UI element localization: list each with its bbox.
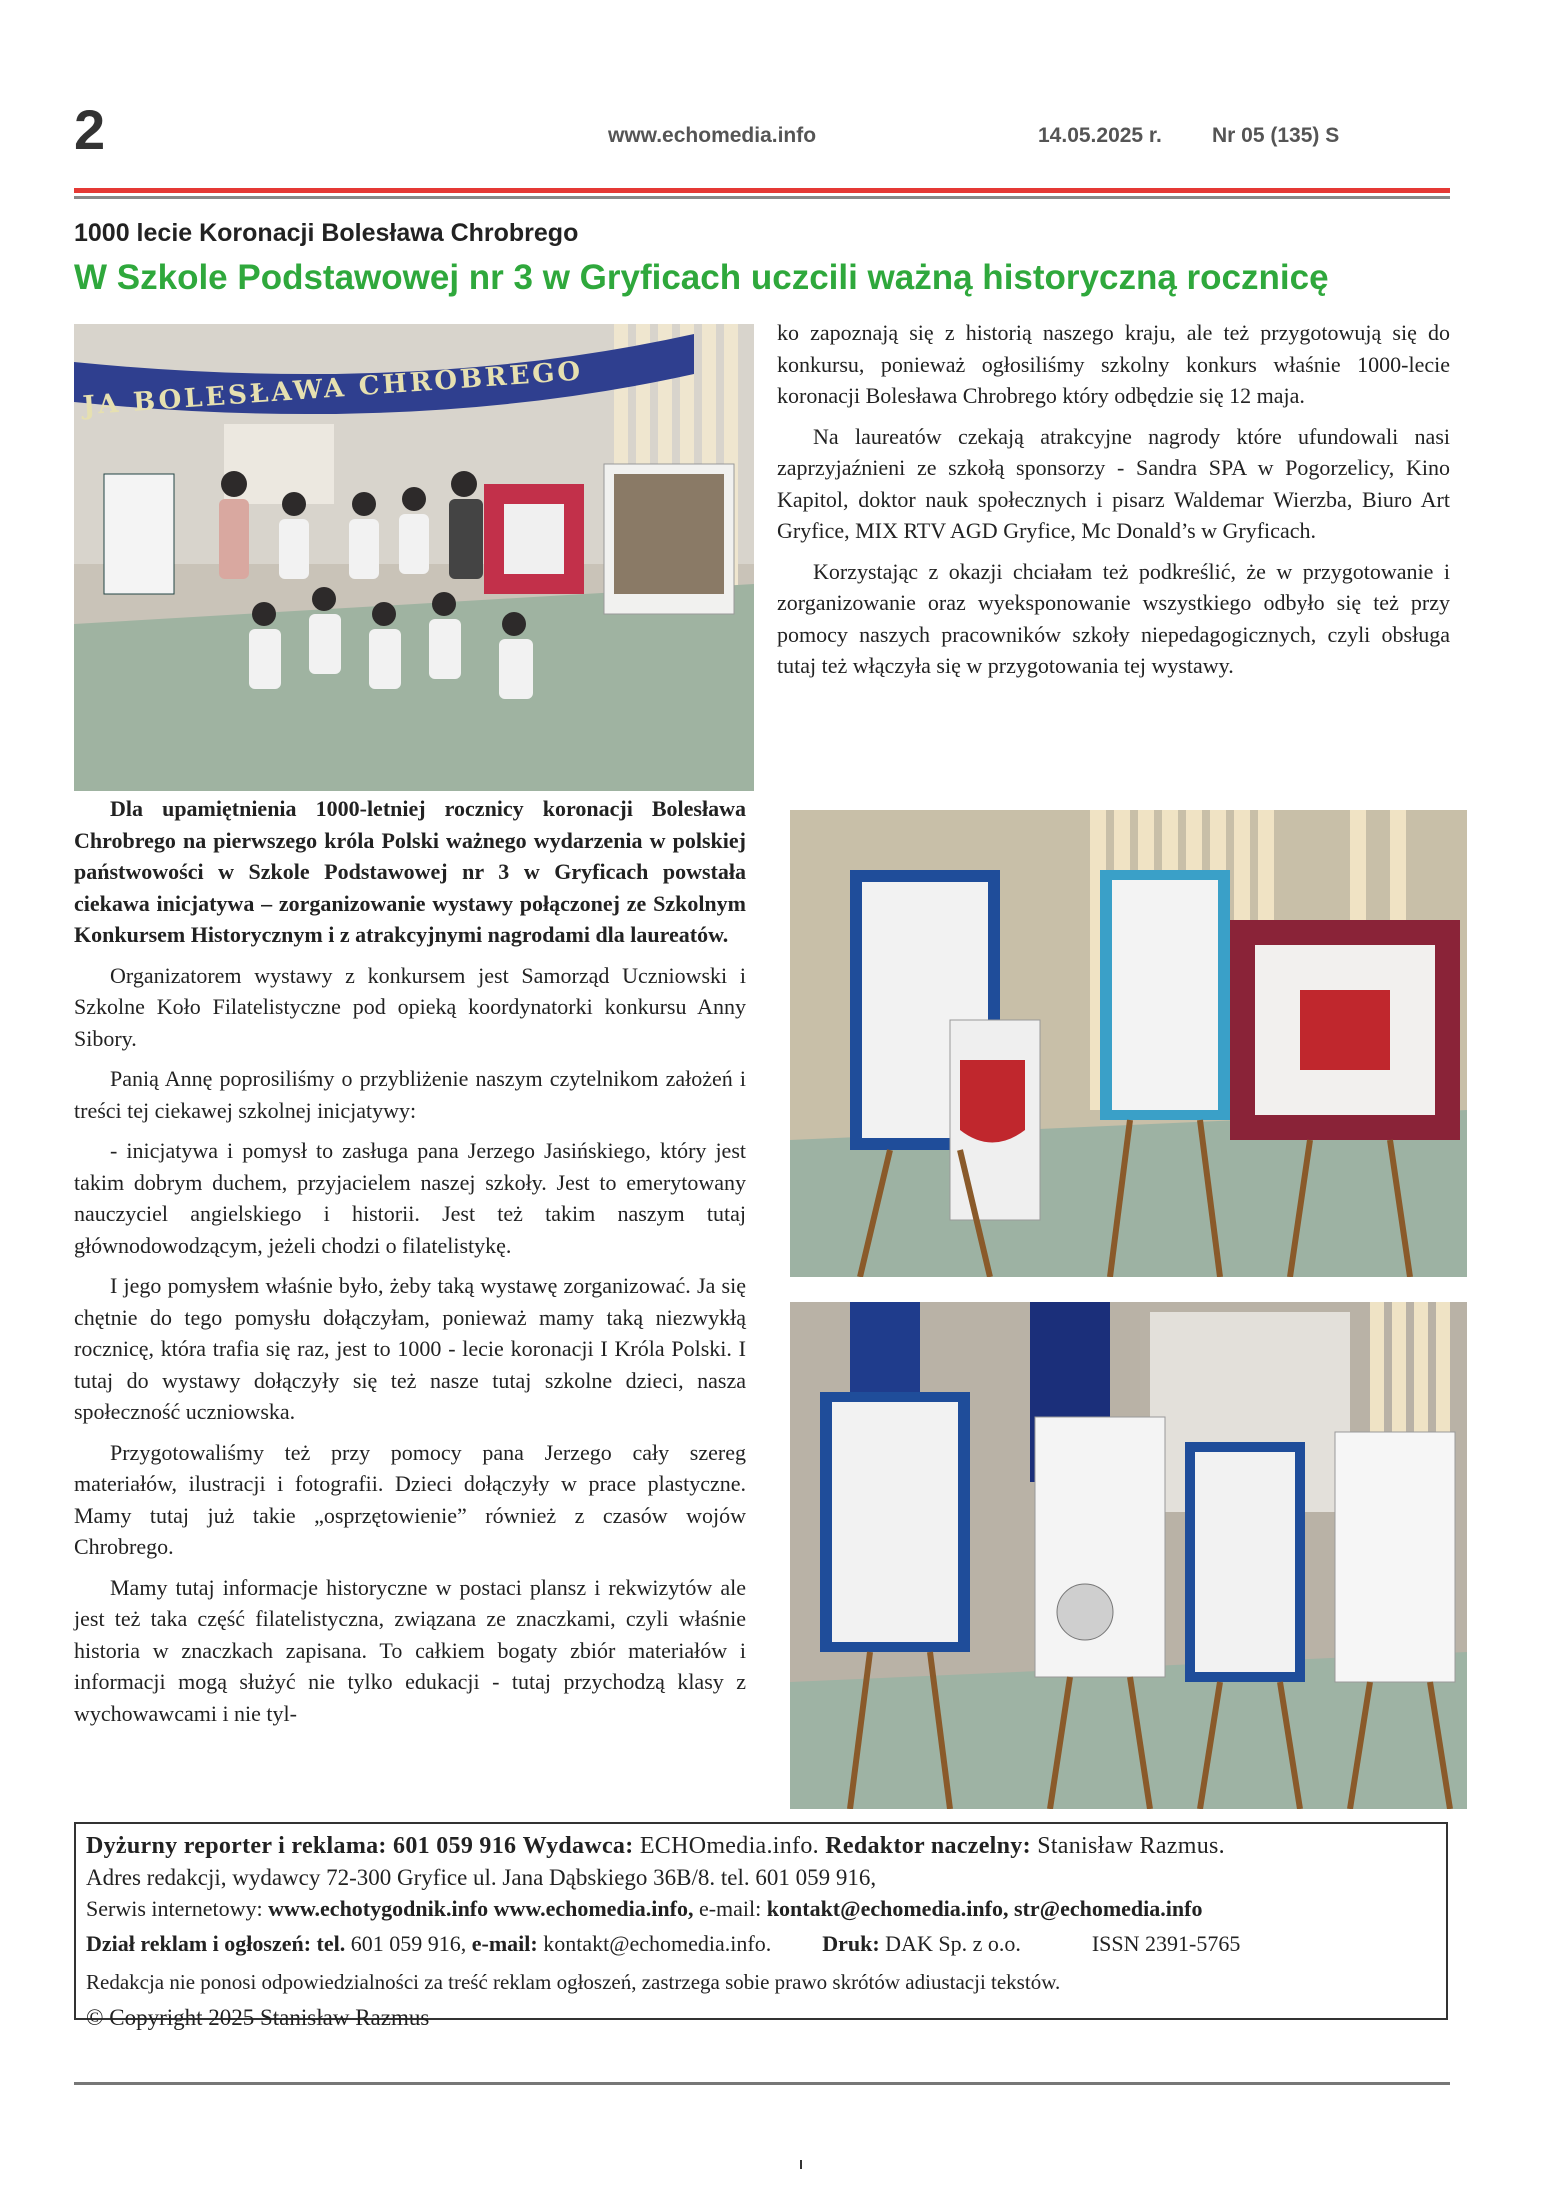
article-paragraph: Organizatorem wystawy z konkursem jest Samorząd Uczniowski i Szkolne Koło Filatelistyczne pod opieką koordynatorki konkursu Anny Sibory.: [74, 962, 746, 1051]
issn: ISSN 2391-5765: [1091, 1931, 1241, 1956]
article-paragraph: ko zapoznają się z historią naszego kraju, ale też przygotowują się do konkursu, ponieważ ogłosiliśmy szkolny konkurs właśnie 1000-lecie koronacji Bolesława Chrobrego który odbędzie się 12 maja.: [777, 320, 1450, 408]
web-links[interactable]: www.echotygodnik.info www.echomedia.info,: [268, 1896, 694, 1921]
header-url: www.echomedia.info: [608, 124, 817, 147]
article-paragraph: - inicjatywa i pomysł to zasługa pana Jerzego Jasińskiego, który jest takim dobrym duchem, przyjacielem naszej szkoły. Jest to emerytowany nauczyciel angielskiego i historii. Jest też takim naszym tutaj głównodowodzącym, jeżeli chodzi o filatelistykę.: [74, 1138, 746, 1258]
header-rule-red: [74, 188, 1450, 193]
article-kicker: 1000 lecie Koronacji Bolesława Chrobrego: [74, 219, 579, 247]
imprint-copyright: © Copyright 2025 Stanisław Razmus: [86, 2005, 430, 2030]
imprint-disclaimer: Redakcja nie ponosi odpowiedzialności za treść reklam ogłoszeń, zastrzega sobie prawo skrótów adiustacji tekstów.: [86, 1970, 1061, 1994]
imprint-box: [74, 1822, 1448, 2030]
header-rule-grey: [74, 196, 1450, 199]
page-number: 2: [74, 98, 106, 161]
article-left-column: [74, 793, 746, 1738]
article-paragraph: Korzystając z okazji chciałam też podkreślić, że w przygotowanie i zorganizowanie oraz wyeksponowanie wszystkiego odbyło się też przy pomocy naszych pracowników szkoły niepedagogicznych, czyli obsługa tutaj też włączyła się w przygotowania tej wystawy.: [777, 558, 1450, 678]
issue-number: Nr 05 (135) S: [1212, 124, 1340, 147]
article-paragraph: Mamy tutaj informacje historyczne w postaci plansz i rekwizytów ale jest też taka część filatelistyczna, związana ze znaczkami, czyli właśnie historia w znaczkach zapisana. To całkiem bogaty zbiór materiałów i informacji mogą służyć nie tylko edukacji - tutaj przychodzą klasy z wychowawcami i nie tyl-: [74, 1574, 746, 1726]
exhibition-photo-2: [790, 1302, 1467, 1809]
article-right-column: [777, 317, 1450, 691]
article-lead: Dla upamiętnienia 1000-letniej rocznicy koronacji Bolesława Chrobrego na pierwszego króla Polski ważnego wydarzenia w polskiej państwowości w Szkole Podstawowej nr 3 w Gryficach powstała ciekawa inicjatywa – zorganizowanie wystawy połączonej ze Szkolnym Konkursem Historycznym i z atrakcyjnymi nagrodami dla laureatów.: [74, 796, 746, 947]
imprint-ads: Dział reklam i ogłoszeń: tel. 601 059 916, e-mail: kontakt@echomedia.info. Druk: DAK Sp. z o.o. ISSN 2391-5765: [86, 1931, 1241, 1956]
email-links[interactable]: kontakt@echomedia.info, str@echomedia.info: [766, 1896, 1203, 1921]
article-paragraph: Na laureatów czekają atrakcyjne nagrody które ufundowali nasi zaprzyjaźnieni ze szkołą sponsorzy - Sandra SPA w Pogorzelicy, Kino Kapitol, doktor nauk społecznych i pisarz Waldemar Wierzba, Biuro Art Gryfice, MIX RTV AGD Gryfice, Mc Donald’s w Gryficach.: [777, 423, 1450, 543]
page-mark: [800, 2160, 802, 2169]
exhibition-photo-1: [790, 810, 1467, 1277]
article-paragraph: Przygotowaliśmy też przy pomocy pana Jerzego cały szereg materiałów, ilustracji i fotografii. Dzieci dołączyły w prace plastyczne. Mamy tutaj już takie „osprzętowienie” również z czasów wojów Chrobrego.: [74, 1439, 746, 1559]
footer-rule: [74, 2082, 1450, 2085]
group-photo: [74, 324, 754, 791]
imprint-line-contacts: Dyżurny reporter i reklama: 601 059 916 Wydawca: ECHOmedia.info. Redaktor naczelny: Stanisław Razmus.: [86, 1833, 1225, 1859]
article-paragraph: Panią Annę poprosiliśmy o przybliżenie naszym czytelnikom założeń i treści tej ciekawej szkolnej inicjatywy:: [74, 1066, 746, 1123]
banner-text: JA BOLESŁAWA CHROBREGO: [81, 356, 585, 422]
article-headline: W Szkole Podstawowej nr 3 w Gryficach uczcili ważną historyczną rocznicę: [74, 258, 1329, 297]
imprint-web: Serwis internetowy: www.echotygodnik.info www.echomedia.info, e-mail: kontakt@echomedia.info, str@echomedia.info: [86, 1896, 1203, 1921]
imprint-address: Adres redakcji, wydawcy 72-300 Gryfice ul. Jana Dąbskiego 36B/8. tel. 601 059 916,: [86, 1865, 877, 1890]
article-paragraph: I jego pomysłem właśnie było, żeby taką wystawę zorganizować. Ja się chętnie do tego pomysłu dołączyłam, ponieważ mamy taką niezwykłą rocznicę, która trafia się raz, jest to 1000 - lecie koronacji I Króla Polski. I tutaj do wystawy dołączyły się też nasze tutaj szkolne dzieci, nasza społeczność uczniowska.: [74, 1273, 746, 1424]
issue-date: 14.05.2025 r.: [1038, 124, 1162, 147]
